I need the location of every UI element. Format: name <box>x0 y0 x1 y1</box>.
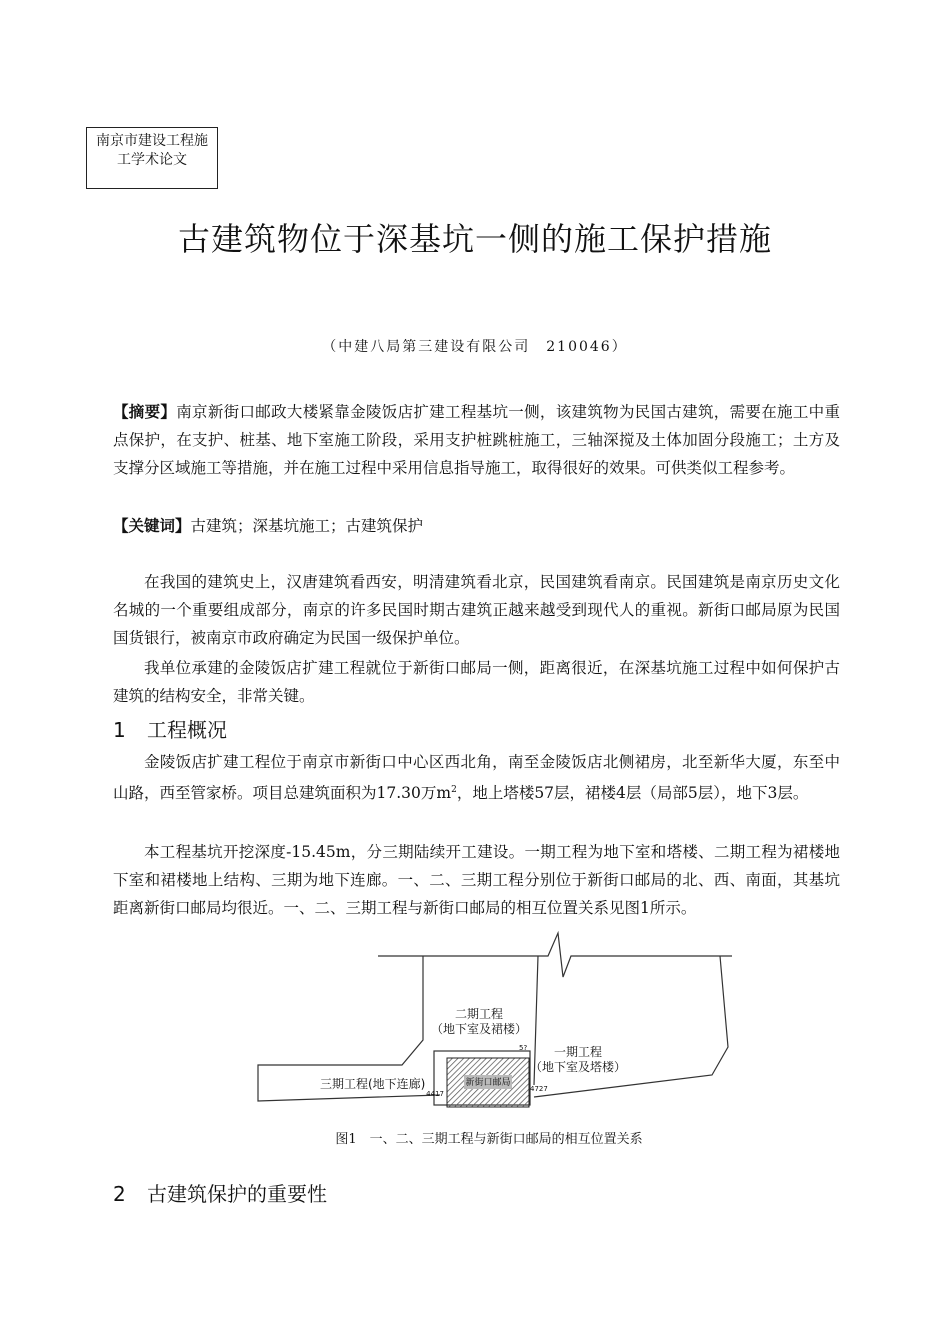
section-2-heading <box>113 1178 327 1207</box>
section-1-heading <box>113 714 227 743</box>
phase3-label: 三期工程(地下连廊) <box>320 1077 426 1091</box>
dimension-top: 5? <box>519 1044 528 1052</box>
stamp-text: 南京市建设工程施工学术论文 <box>96 133 208 168</box>
north-boundary-line <box>378 933 732 977</box>
section-1-paragraph-2: 本工程基坑开挖深度-15.45m，分三期陆续开工建设。一期工程为地下室和塔楼、二期工程为裙楼地下室和裙楼地上结构、三期为地下连廊。一、二、三期工程分别位于新街口邮局的北、西、南面，其基坑距离新街口邮局均很近。一、二、三期工程与新街口邮局的相互位置关系见图1所示。 <box>113 843 840 917</box>
intro-paragraph-2: 我单位承建的金陵饭店扩建工程就位于新街口邮局一侧，距离很近，在深基坑施工过程中如何保护古建筑的结构安全，非常关键。 <box>113 659 840 705</box>
affiliation: （中建八局第三建设有限公司 210046） <box>322 339 628 355</box>
abstract-text: 南京新街口邮政大楼紧靠金陵饭店扩建工程基坑一侧，该建筑物为民国古建筑，需要在施工中重点保护，在支护、桩基、地下室施工阶段，采用支护桩跳桩施工，三轴深搅及土体加固分段施工；土方及支撑分区域施工等措施，并在施工过程中采用信息指导施工，取得很好的效果。可供类似工程参考。 <box>113 403 840 477</box>
phase1-label-line1: 一期工程 <box>553 1045 603 1059</box>
section-1-p1-text-a: 金陵饭店扩建工程位于南京市新街口中心区西北角，南至金陵饭店北侧裙房，北至新华大厦，东至中山路，西至管家桥。项目总建筑面积为17.30万m <box>113 753 840 803</box>
section-1-number: 1 <box>113 718 126 742</box>
dimension-left: 4417 <box>426 1090 444 1098</box>
phase2-label-line2: （地下室及裙楼） <box>430 1022 528 1036</box>
dimension-right: 4727 <box>530 1085 548 1093</box>
keywords-label: 【关键词】 <box>113 517 191 535</box>
abstract-label: 【摘要】 <box>113 403 177 421</box>
section-1-title: 工程概况 <box>147 718 227 742</box>
section-1-paragraph-1 <box>113 748 840 807</box>
abstract <box>113 398 840 482</box>
site-layout-figure <box>240 925 760 1115</box>
intro-paragraph-1: 在我国的建筑史上，汉唐建筑看西安，明清建筑看北京，民国建筑看南京。民国建筑是南京历史文化名城的一个重要组成部分，南京的许多民国时期古建筑正越来越受到现代人的重视。新街口邮局原为民国国货银行，被南京市政府确定为民国一级保护单位。 <box>113 573 840 647</box>
phase1-label-line2: （地下室及塔楼） <box>529 1060 627 1074</box>
phase2-label-line1: 二期工程 <box>454 1007 504 1021</box>
section-2-title: 古建筑保护的重要性 <box>147 1182 327 1206</box>
paper-title: 古建筑物位于深基坑一侧的施工保护措施 <box>177 220 772 258</box>
conference-stamp <box>86 127 218 189</box>
section-2-number: 2 <box>113 1182 126 1206</box>
keywords <box>113 512 840 540</box>
area-unit-superscript: 2 <box>451 785 457 795</box>
figure-caption: 图1 一、二、三期工程与新街口邮局的相互位置关系 <box>335 1132 643 1147</box>
post-office-label: 新街口邮局 <box>465 1078 511 1088</box>
section-1-p1-text-b: ，地上塔楼57层，裙楼4层（局部5层），地下3层。 <box>456 784 809 803</box>
keywords-text: 古建筑；深基坑施工；古建筑保护 <box>190 517 424 535</box>
